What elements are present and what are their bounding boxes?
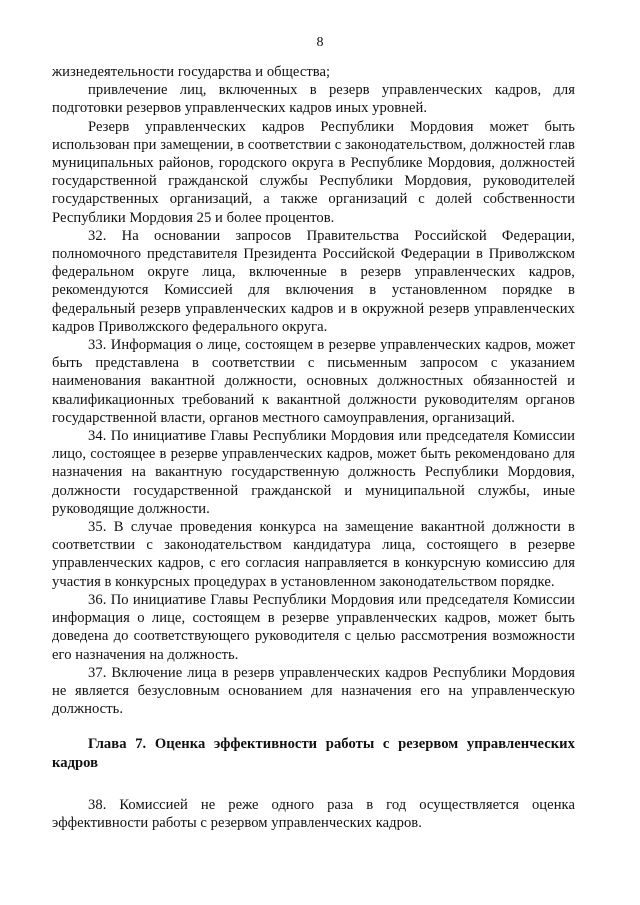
paragraph-34: 34. По инициативе Главы Республики Мордовия или председателя Комиссии лицо, состоящее в резерве управленческих кадров, может быть рекомендовано для назначения на вакантную государственную должность Республики Мордовия, должности государственной гражданской и муниципальной службы, иные руководящие должности. xyxy=(52,428,575,517)
paragraph-33: 33. Информация о лице, состоящем в резерве управленческих кадров, может быть представлена в соответствии с письменным запросом с указанием наименования вакантной должности, основных должностных обязанностей и квалификационных требований к вакантной должности руководителям органов государственной власти, органов местного самоуправления, организаций. xyxy=(52,337,575,426)
paragraph-36: 36. По инициативе Главы Республики Мордовия или председателя Комиссии информация о лице, состоящем в резерве управленческих кадров, может быть доведена до соответствующего руководителя с целью рассмотрения возможности его назначения на должность. xyxy=(52,591,575,663)
page-number: 8 xyxy=(316,35,324,50)
paragraph-35: 35. В случае проведения конкурса на замещение вакантной должности в соответствии с законодательством кандидатура лица, состоящего в резерве управленческих кадров, с его согласия направляется в конкурсную комиссию для участия в конкурсных процедурах в установленном законодательством порядке. xyxy=(52,519,575,590)
paragraph: привлечение лиц, включенных в резерв управленческих кадров, для подготовки резервов управленческих кадров иных уровней. xyxy=(52,82,575,117)
paragraph-37: 37. Включение лица в резерв управленческих кадров Республики Мордовия не является безусловным основанием для назначения его на управленческую должность. xyxy=(52,664,575,718)
document-body xyxy=(52,63,575,832)
paragraph: жизнедеятельности государства и общества; xyxy=(52,64,331,80)
paragraph-38: 38. Комиссией не реже одного раза в год осуществляется оценка эффективности работы с резервом управленческих кадров. xyxy=(52,796,575,831)
paragraph-32: 32. На основании запросов Правительства Российской Федерации, полномочного представителя Президента Российской Федерации в Приволжском федеральном округе лица, включенные в резерв управленческих кадров, рекомендуются Комиссией для включения в установленном порядке в федеральный резерв управленческих кадров и в окружной резерв управленческих кадров Приволжского федерального округа. xyxy=(52,227,575,335)
chapter-heading: Глава 7. Оценка эффективности работы с резервом управленческих кадров xyxy=(52,736,575,771)
paragraph: Резерв управленческих кадров Республики Мордовия может быть использован при замещении, в соответствии с законодательством, должностей глав муниципальных районов, городского округа в Республике Мордовия, должностей государственной гражданской службы Республики Мордовия, руководителей государственных организаций, а также организаций с долей собственности Республики Мордовия 25 и более процентов. xyxy=(52,118,575,226)
